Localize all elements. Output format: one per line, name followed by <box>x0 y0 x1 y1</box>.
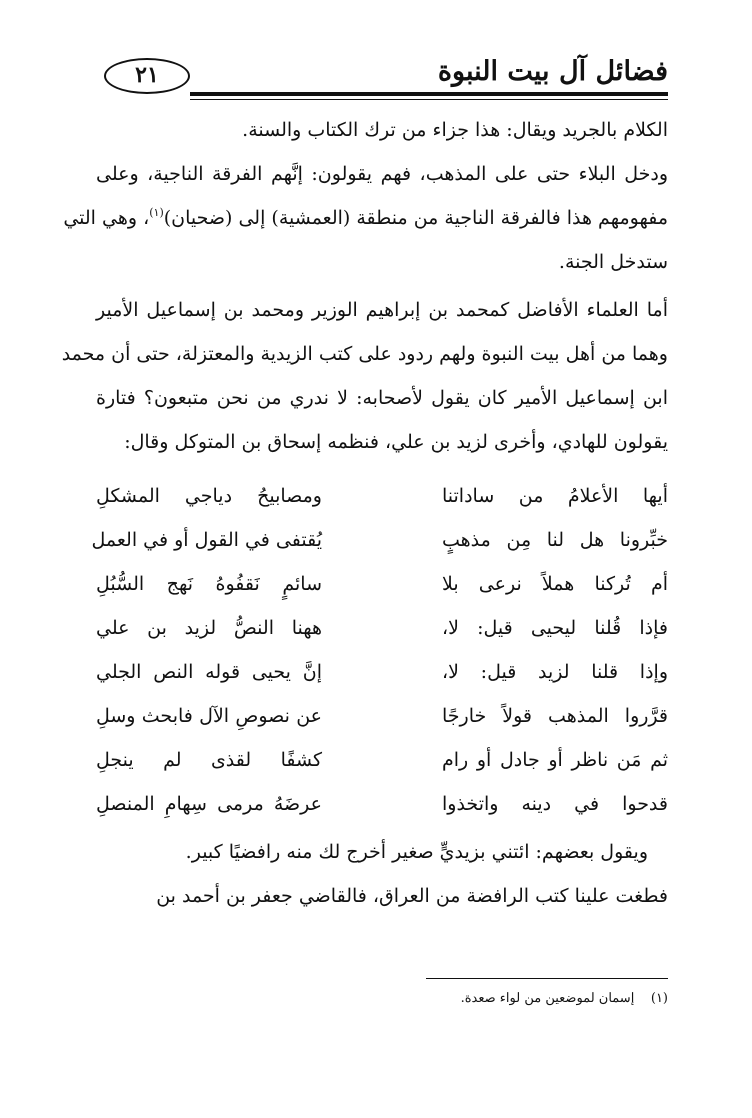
verse-first-half: قدحوا في دينه واتخذوا <box>442 793 668 815</box>
verse-second-half: عن نصوصِ الآل فابحث وسلِ <box>96 705 322 727</box>
text-line: الكلام بالجريد ويقال: هذا جزاء من ترك الكتاب والسنة. <box>242 119 668 141</box>
poem-verse <box>96 694 668 738</box>
footnote-marker: (١) <box>650 991 668 1006</box>
paragraph <box>96 830 648 874</box>
paragraph <box>61 288 668 464</box>
footnote <box>461 986 668 1012</box>
paragraph <box>96 108 668 152</box>
text-line: ويقول بعضهم: ائتني بزيديٍّ صغير أخرج لك منه رافضيًا كبير. <box>185 841 648 863</box>
text-line: يقولون للهادي، وأخرى لزيد بن علي، فنظمه إسحاق بن المتوكل وقال: <box>124 431 668 453</box>
text-line: ستدخل الجنة. <box>558 251 668 273</box>
verse-second-half: ههنا النصُّ لزيد بن علي <box>96 617 322 639</box>
paragraph <box>96 874 668 918</box>
text-line: فطغت علينا كتب الرافضة من العراق، فالقاضي جعفر بن أحمد بن <box>156 885 668 907</box>
poem-verse <box>96 562 668 606</box>
poem-verse <box>96 650 668 694</box>
poem-verse <box>96 606 668 650</box>
text-line: ودخل البلاء حتى على المذهب، فهم يقولون: إنَّهم الفرقة الناجية، وعلى <box>96 163 668 185</box>
verse-first-half: أيها الأعلامُ من ساداتنا <box>442 485 668 507</box>
footnote-reference: (١) <box>149 206 164 219</box>
page-header <box>100 52 668 100</box>
verse-first-half: قرَّروا المذهب قولاً خارجًا <box>442 705 668 727</box>
header-rule-thin <box>190 99 668 100</box>
verse-first-half: أم تُركنا هملاً نرعى بلا <box>442 573 668 595</box>
poem <box>91 474 668 826</box>
verse-second-half: عرضَهُ مرمى سِهامِ المنصلِ <box>96 793 322 815</box>
header-rule-thick <box>190 92 668 96</box>
verse-first-half: فإذا قُلنا ليحيى قيل: لا، <box>442 617 668 639</box>
running-title: فضائل آل بيت النبوة <box>437 56 668 87</box>
verse-second-half: إنَّ يحيى قوله النص الجلي <box>96 661 322 683</box>
text-line: ابن إسماعيل الأمير كان يقول لأصحابه: لا ندري من نحن متبعون؟ فتارة <box>96 387 668 409</box>
text-line: أما العلماء الأفاضل كمحمد بن إبراهيم الوزير ومحمد بن إسماعيل الأمير <box>96 299 668 321</box>
paragraph <box>63 152 668 284</box>
verse-second-half: ومصابيحُ دياجي المشكلِ <box>96 485 322 507</box>
verse-first-half: وإذا قلنا لزيد قيل: لا، <box>442 661 668 683</box>
poem-verse <box>96 738 668 782</box>
text-line: وهما من أهل بيت النبوة ولهم ردود على كتب الزيدية والمعتزلة، حتى أن محمد <box>61 343 668 365</box>
poem-verse <box>96 474 668 518</box>
page-number: ٢١ <box>135 62 159 88</box>
footnote-separator <box>426 978 668 979</box>
verse-first-half: ثم مَن ناظر أو جادل أو رام <box>442 749 668 771</box>
verse-first-half: خبِّرونا هل لنا مِن مذهبٍ <box>442 529 668 551</box>
poem-verse <box>96 782 668 826</box>
poem-verse <box>91 518 668 562</box>
text-line: مفهومهم هذا فالفرقة الناجية من منطقة (العمشية) إلى (ضحيان)$^{(١)}$، وهي التي <box>63 206 668 229</box>
verse-second-half: كشفًا لقذى لم ينجلِ <box>96 749 322 771</box>
footnote-text: إسمان لموضعين من لواء صعدة. <box>460 991 635 1006</box>
verse-second-half: سائمٍ نَقفُوهُ نَهج السُّبُلِ <box>96 573 322 595</box>
verse-second-half: يُقتفى في القول أو في العمل <box>91 529 322 551</box>
